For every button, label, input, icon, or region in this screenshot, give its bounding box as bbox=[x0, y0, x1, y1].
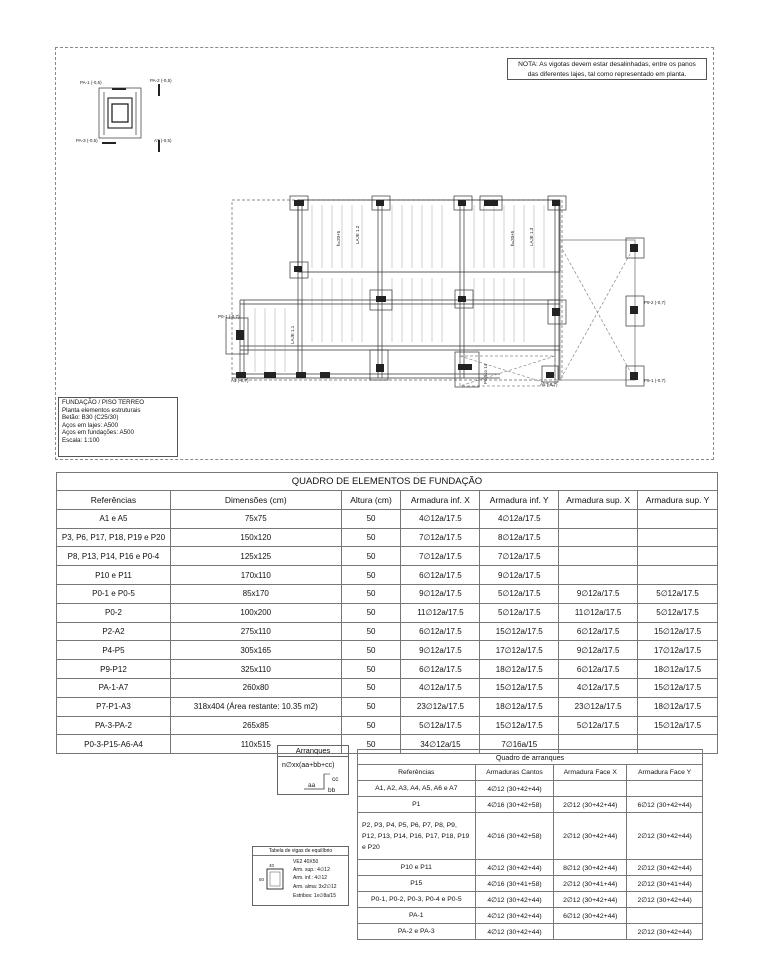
table-cell: 23∅12a/17.5 bbox=[401, 697, 480, 716]
table-cell: 9∅12a/17.5 bbox=[559, 584, 638, 603]
table-cell: P10 e P11 bbox=[358, 860, 476, 876]
table-cell: P0-1, P0-2, P0-3, P0-4 e P0-5 bbox=[358, 892, 476, 908]
table-cell: 18∅12a/17.5 bbox=[638, 660, 718, 679]
label-portico: Pórtico 14 bbox=[483, 363, 488, 384]
table-cell: 15∅12a/17.5 bbox=[638, 716, 718, 735]
table-cell bbox=[638, 566, 718, 585]
table-cell: 85x170 bbox=[170, 584, 341, 603]
table-cell: P4-P5 bbox=[57, 641, 171, 660]
table-cell: 15∅12a/17.5 bbox=[638, 678, 718, 697]
table-cell: 4∅12a/17.5 bbox=[401, 509, 480, 528]
table-row bbox=[358, 924, 703, 940]
table-cell: 2∅12 (30+42+44) bbox=[627, 892, 703, 908]
table-cell: P10 e P11 bbox=[57, 566, 171, 585]
table-cell: P1 bbox=[358, 797, 476, 813]
label-a1: A1 (-0,7) bbox=[231, 378, 249, 383]
table-cell: 6∅12 (30+42+44) bbox=[627, 797, 703, 813]
column-header: Dimensões (cm) bbox=[170, 491, 341, 510]
table-cell: 4∅16 (30+42+58) bbox=[475, 797, 554, 813]
table-cell: 18∅12a/17.5 bbox=[480, 697, 559, 716]
table-cell: 50 bbox=[341, 697, 401, 716]
table-cell: 2∅12 (30+42+44) bbox=[554, 797, 627, 813]
table-cell: 34∅12a/15 bbox=[401, 735, 480, 754]
legend-line: Aços em lajes: A500 bbox=[62, 421, 119, 429]
table-cell: 5∅12a/17.5 bbox=[480, 603, 559, 622]
table-row bbox=[358, 876, 703, 892]
table-row bbox=[358, 813, 703, 860]
table-cell: P3, P6, P17, P18, P19 e P20 bbox=[57, 528, 171, 547]
table-cell: 4∅12a/17.5 bbox=[480, 509, 559, 528]
table-cell: 50 bbox=[341, 603, 401, 622]
table-cell: 9∅12a/17.5 bbox=[480, 566, 559, 585]
arranques-formula: n∅xx(aa+bb+cc) bbox=[282, 762, 335, 769]
arranques-legend bbox=[277, 745, 349, 795]
table-cell: PA-3-PA-2 bbox=[57, 716, 171, 735]
column-header: Armadura sup. Y bbox=[638, 491, 718, 510]
table-cell: 5∅12a/17.5 bbox=[638, 584, 718, 603]
arranques-cc: cc bbox=[332, 776, 339, 783]
legend-line: Betão: B30 (C25/30) bbox=[62, 414, 119, 422]
table-cell: 6∅12a/17.5 bbox=[401, 622, 480, 641]
table-cell: PA-1-A7 bbox=[57, 678, 171, 697]
table-cell: 9∅12a/17.5 bbox=[401, 641, 480, 660]
table-cell: 5∅12a/17.5 bbox=[638, 603, 718, 622]
table-cell: 4∅12 (30+42+44) bbox=[475, 781, 554, 797]
table-cell: 2∅12 (30+42+44) bbox=[554, 892, 627, 908]
table-cell: 50 bbox=[341, 584, 401, 603]
table-cell: P2-A2 bbox=[57, 622, 171, 641]
column-header: Armadura inf. Y bbox=[480, 491, 559, 510]
beam-title: Tabela de vigas de equilíbrio bbox=[253, 847, 348, 856]
table-cell: P7-P1-A3 bbox=[57, 697, 171, 716]
label-p9-2: P9-2 (-0,7) bbox=[644, 300, 666, 305]
table-cell: 50 bbox=[341, 528, 401, 547]
table-cell: 6∅12a/17.5 bbox=[401, 566, 480, 585]
table-cell: 7∅12a/17.5 bbox=[401, 528, 480, 547]
table-cell: 100x200 bbox=[170, 603, 341, 622]
table-cell bbox=[638, 509, 718, 528]
label-a5: A5 (-0,7) bbox=[540, 382, 558, 387]
label-p0-1: P0-1 (-0,7) bbox=[218, 314, 240, 319]
table-cell: 50 bbox=[341, 716, 401, 735]
table-cell: P8, P13, P14, P16 e P0-4 bbox=[57, 547, 171, 566]
label-pa2: PA-2 (-0,5) bbox=[150, 78, 172, 83]
table-cell: 4∅12 (30+42+44) bbox=[475, 860, 554, 876]
table-cell bbox=[638, 547, 718, 566]
table-row bbox=[57, 566, 718, 585]
table-cell: 9∅12a/17.5 bbox=[559, 641, 638, 660]
table-cell: P0-2 bbox=[57, 603, 171, 622]
beam-section bbox=[259, 863, 289, 895]
label-laje3: LAJE 1.3 bbox=[529, 227, 534, 246]
table-cell: 23∅12a/17.5 bbox=[559, 697, 638, 716]
column-header: Armadura inf. X bbox=[401, 491, 480, 510]
table-row bbox=[57, 641, 718, 660]
table-cell: 4∅16 (30+41+58) bbox=[475, 876, 554, 892]
table-cell: 275x110 bbox=[170, 622, 341, 641]
detail-footing bbox=[99, 88, 141, 138]
table-cell: 265x85 bbox=[170, 716, 341, 735]
table-cell: 6∅12a/17.5 bbox=[559, 622, 638, 641]
legend-line: Aços em fundações: A500 bbox=[62, 429, 134, 437]
table-row bbox=[358, 892, 703, 908]
beam-line: Estribos: 1x∅8a/15 bbox=[293, 893, 336, 899]
table-cell bbox=[559, 566, 638, 585]
table-cell: 5∅12a/17.5 bbox=[559, 716, 638, 735]
arranques-aa: aa bbox=[308, 782, 316, 789]
table-cell: 50 bbox=[341, 678, 401, 697]
table-cell: 11∅12a/17.5 bbox=[559, 603, 638, 622]
table-cell: PA-2 e PA-3 bbox=[358, 924, 476, 940]
label-p9-1: P9-1 (-0,7) bbox=[644, 378, 666, 383]
arranques-diagram bbox=[302, 772, 348, 794]
table-cell: 7∅16a/15 bbox=[480, 735, 559, 754]
table-cell: 8∅12 (30+42+44) bbox=[554, 860, 627, 876]
table-cell: 125x125 bbox=[170, 547, 341, 566]
table-cell bbox=[554, 781, 627, 797]
table-cell: 17∅12a/17.5 bbox=[638, 641, 718, 660]
table-cell: 110x515 bbox=[170, 735, 341, 754]
table-cell: A1, A2, A3, A4, A5, A6 e A7 bbox=[358, 781, 476, 797]
table-cell: 4∅12a/17.5 bbox=[401, 678, 480, 697]
table-row bbox=[358, 860, 703, 876]
label-laje2: LAJE 1.2 bbox=[355, 225, 360, 244]
table-cell: 7∅12a/17.5 bbox=[401, 547, 480, 566]
table-row bbox=[358, 797, 703, 813]
table-cell bbox=[554, 924, 627, 940]
table-row bbox=[57, 716, 718, 735]
table-cell: 50 bbox=[341, 622, 401, 641]
table-cell: 325x110 bbox=[170, 660, 341, 679]
table-cell: 50 bbox=[341, 547, 401, 566]
column-header: Armadura sup. X bbox=[559, 491, 638, 510]
table-cell: 2∅12 (30+42+44) bbox=[627, 924, 703, 940]
table-cell: 15∅12a/17.5 bbox=[638, 622, 718, 641]
table-cell: P2, P3, P4, P5, P6, P7, P8, P9, P12, P13, P14, P16, P17, P18, P19 e P20 bbox=[358, 813, 476, 860]
drawing-legend bbox=[58, 397, 178, 457]
table-cell: 5∅12a/17.5 bbox=[480, 584, 559, 603]
table-row bbox=[57, 622, 718, 641]
beam-line: Arm. inf.: 4∅12 bbox=[293, 875, 328, 881]
table-cell: 8∅12a/17.5 bbox=[480, 528, 559, 547]
beam-height: 50 bbox=[259, 877, 265, 882]
label-pa1: PA-1 (-0,5) bbox=[80, 80, 102, 85]
table-cell: 4∅12 (30+42+44) bbox=[475, 892, 554, 908]
table-cell: 50 bbox=[341, 735, 401, 754]
table-cell: A1 e A5 bbox=[57, 509, 171, 528]
table-cell: 2∅12 (30+41+44) bbox=[627, 876, 703, 892]
table-cell: 15∅12a/17.5 bbox=[480, 678, 559, 697]
table-cell: P15 bbox=[358, 876, 476, 892]
table-cell: 170x110 bbox=[170, 566, 341, 585]
table-cell bbox=[559, 509, 638, 528]
beam-line: Arm. alma: 3x2∅12 bbox=[293, 884, 337, 890]
column-header: Altura (cm) bbox=[341, 491, 401, 510]
table-cell: PA-1 bbox=[358, 908, 476, 924]
foundation-table-title: QUADRO DE ELEMENTOS DE FUNDAÇÃO bbox=[57, 473, 718, 491]
table-cell: 50 bbox=[341, 509, 401, 528]
column-header: Referências bbox=[57, 491, 171, 510]
table-cell: 2∅12 (30+41+44) bbox=[554, 876, 627, 892]
table-row bbox=[57, 603, 718, 622]
table-row bbox=[57, 678, 718, 697]
table-cell: 318x404 (Área restante: 10.35 m2) bbox=[170, 697, 341, 716]
table-cell: 17∅12a/17.5 bbox=[480, 641, 559, 660]
table-cell: 50 bbox=[341, 641, 401, 660]
table-cell: 6∅12a/17.5 bbox=[559, 660, 638, 679]
arranques-table-title: Quadro de arranques bbox=[358, 750, 703, 765]
table-cell: 7∅12a/17.5 bbox=[480, 547, 559, 566]
table-cell bbox=[638, 528, 718, 547]
table-cell: 18∅12a/17.5 bbox=[638, 697, 718, 716]
note-line-2: das diferentes lajes, tal como representado em planta. bbox=[527, 71, 687, 78]
arranques-table bbox=[357, 749, 703, 940]
beam-detail-box bbox=[252, 846, 349, 906]
table-row bbox=[57, 547, 718, 566]
legend-title: FUNDAÇÃO / PISO TERREO bbox=[62, 399, 145, 406]
table-cell: 260x80 bbox=[170, 678, 341, 697]
table-cell bbox=[559, 547, 638, 566]
note-line-1: NOTA: As vigotas devem estar desalinhadas, entre os panos bbox=[518, 61, 696, 68]
table-cell: 2∅12 (30+42+44) bbox=[627, 813, 703, 860]
table-row bbox=[358, 908, 703, 924]
table-cell: 4∅12a/17.5 bbox=[559, 678, 638, 697]
table-cell: 305x165 bbox=[170, 641, 341, 660]
foundation-table bbox=[56, 472, 718, 754]
table-cell: 75x75 bbox=[170, 509, 341, 528]
table-cell bbox=[559, 528, 638, 547]
table-cell: 9∅12a/17.5 bbox=[401, 584, 480, 603]
table-cell bbox=[627, 781, 703, 797]
column-header: Armadura Face Y bbox=[627, 765, 703, 781]
label-pa3: PA-3 (-0,5) bbox=[76, 138, 98, 143]
beam-width: 40 bbox=[269, 863, 275, 868]
table-cell: 150x120 bbox=[170, 528, 341, 547]
foundation-table-header bbox=[57, 491, 718, 510]
beam-name: VE2 40X50 bbox=[293, 859, 319, 865]
table-cell: 11∅12a/17.5 bbox=[401, 603, 480, 622]
table-cell: 2∅12 (30+42+44) bbox=[627, 860, 703, 876]
table-row bbox=[57, 509, 718, 528]
table-cell: 18∅12a/17.5 bbox=[480, 660, 559, 679]
table-cell bbox=[627, 908, 703, 924]
table-cell: P0-3-P15-A6-A4 bbox=[57, 735, 171, 754]
label-span-1: h=20+5 bbox=[336, 230, 341, 246]
beam-line: Arm. sup.: 4∅12 bbox=[293, 867, 330, 873]
table-cell: 5∅12a/17.5 bbox=[401, 716, 480, 735]
legend-line: Planta elementos estruturais bbox=[62, 406, 141, 414]
table-cell: 4∅12 (30+42+44) bbox=[475, 924, 554, 940]
table-cell: 50 bbox=[341, 660, 401, 679]
column-header: Armadura Face X bbox=[554, 765, 627, 781]
table-row bbox=[57, 660, 718, 679]
column-header: Armaduras Cantos bbox=[475, 765, 554, 781]
table-cell: 50 bbox=[341, 566, 401, 585]
table-cell: 6∅12 (30+42+44) bbox=[554, 908, 627, 924]
table-row bbox=[57, 528, 718, 547]
table-row bbox=[57, 584, 718, 603]
label-span-2: h=20+5 bbox=[510, 230, 515, 246]
table-cell: 4∅16 (30+42+58) bbox=[475, 813, 554, 860]
label-laje1: LAJE 1.1 bbox=[290, 325, 295, 344]
legend-line: Escala: 1:100 bbox=[62, 436, 100, 444]
label-a7: A7 (-0,5) bbox=[154, 138, 172, 143]
table-cell: 4∅12 (30+42+44) bbox=[475, 908, 554, 924]
table-row bbox=[57, 697, 718, 716]
arranques-legend-title: Arranques bbox=[278, 746, 348, 757]
table-cell: P0-1 e P0-5 bbox=[57, 584, 171, 603]
arranques-bb: bb bbox=[328, 787, 336, 794]
column-header: Referências bbox=[358, 765, 476, 781]
table-cell: 15∅12a/17.5 bbox=[480, 716, 559, 735]
table-cell: P9-P12 bbox=[57, 660, 171, 679]
table-row bbox=[358, 781, 703, 797]
table-cell: 6∅12a/17.5 bbox=[401, 660, 480, 679]
table-cell: 2∅12 (30+42+44) bbox=[554, 813, 627, 860]
plan-outline bbox=[232, 200, 562, 380]
arranques-table-header bbox=[358, 765, 703, 781]
table-cell: 15∅12a/17.5 bbox=[480, 622, 559, 641]
